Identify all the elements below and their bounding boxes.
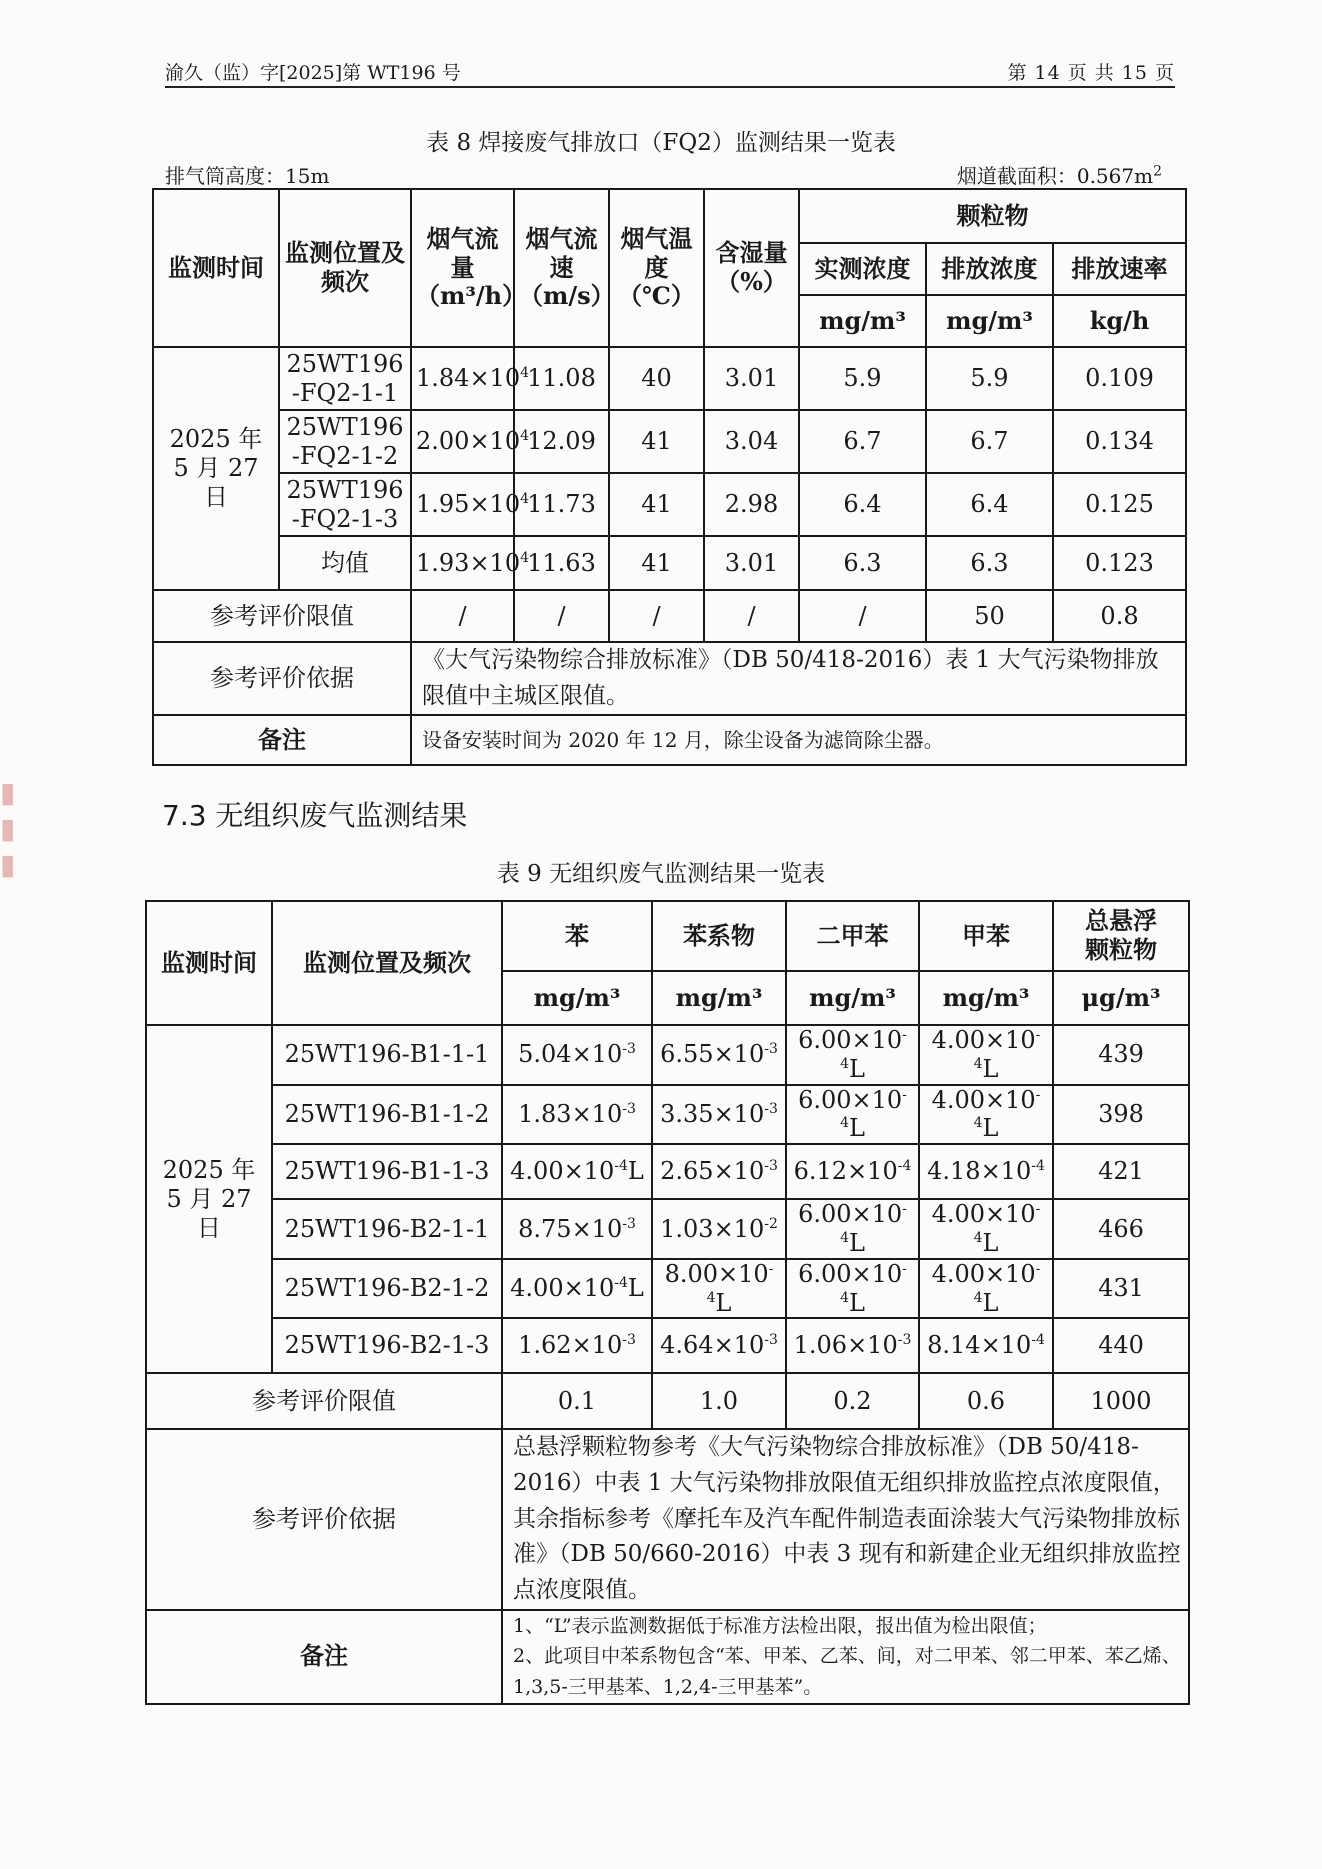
t8-rate: 0.109: [1053, 347, 1186, 410]
t9-series-base: 1.03×10: [660, 1214, 765, 1243]
section-title: 7.3 无组织废气监测结果: [162, 799, 468, 832]
t9-toluene: [919, 1199, 1053, 1259]
t9-xylene-exp: -4: [840, 1260, 907, 1306]
t8-flow-label: 烟气流量: [426, 223, 499, 282]
duct-area-text: 烟道截面积：0.567m: [956, 164, 1154, 188]
t9-benzene-base: 5.04×10: [518, 1040, 623, 1069]
t8-temp-unit: （℃）: [618, 281, 695, 311]
t9-limit-series: 1.0: [652, 1373, 786, 1429]
t9-header-xylene: 二甲苯: [786, 901, 919, 971]
t9-benzene-flag: L: [627, 1157, 644, 1186]
t9-basis-text: 总悬浮颗粒物参考《大气污染物综合排放标准》（DB 50/418-2016）中表 1 大气污染物排放限值无组织排放监控点浓度限值，其余指标参考《摩托车及汽车配件制造表面涂装大气污染物排放标准》（DB 50/660-2016）中表 3 现有和新建企业无组织排放监控点浓度限值。: [502, 1429, 1189, 1609]
t8-limit-moisture: /: [704, 590, 799, 642]
t9-limit-benzene: 0.1: [502, 1373, 652, 1429]
t9-toluene-base: 4.00×10: [931, 1200, 1036, 1229]
t8-conc: 6.3: [926, 536, 1053, 590]
t9-toluene-exp: -4: [1031, 1158, 1045, 1175]
t8-flow-exp: 4: [520, 491, 530, 508]
t8-flow: [411, 410, 530, 473]
t9-benzene-base: 1.83×10: [518, 1099, 623, 1128]
t8-header-emission-rate: 排放速率: [1053, 243, 1186, 295]
t9-tsp: 421: [1053, 1144, 1189, 1199]
table-row: [153, 473, 1186, 536]
t9-benzene-exp: -4: [614, 1158, 628, 1175]
t9-xylene-exp: -3: [897, 1332, 912, 1349]
t8-conc: 6.7: [926, 410, 1053, 473]
t8-flow-base: 2.00×10: [416, 427, 521, 456]
duct-area: [957, 160, 1162, 189]
t8-flow-unit: （m³/h）: [416, 281, 527, 311]
t9-tsp: 440: [1053, 1318, 1189, 1373]
table9: [145, 900, 1190, 1705]
table-row: [146, 1259, 1189, 1319]
t8-flow-exp: 4: [520, 428, 530, 445]
t9-benzene: [502, 1085, 652, 1145]
t8-temp: 40: [609, 347, 704, 410]
t8-conc: 5.9: [926, 347, 1053, 410]
t9-xylene-flag: L: [848, 1114, 865, 1143]
t9-unit-series: mg/m³: [652, 971, 786, 1025]
t9-xylene-exp: -4: [897, 1158, 912, 1175]
t8-temp: 41: [609, 410, 704, 473]
t9-remark-line2: 2、此项目中苯系物包含“苯、甲苯、乙苯、间，对二甲苯、邻二甲苯、苯乙烯、1,3,5-三甲基苯、1,2,4-三甲基苯”。: [513, 1645, 1181, 1698]
t9-series-exp: -3: [764, 1041, 778, 1058]
t8-moisture: 3.04: [704, 410, 799, 473]
t9-toluene-base: 8.14×10: [927, 1331, 1032, 1360]
stamp-mark: ▮ ▮ ▮: [0, 776, 16, 881]
t9-benzene-exp: -3: [622, 1041, 636, 1058]
t8-limit-measured: /: [799, 590, 926, 642]
stack-height: 排气筒高度：15m: [165, 164, 330, 188]
table-row: [146, 1199, 1189, 1259]
t9-xylene-flag: L: [848, 1054, 865, 1083]
t9-unit-toluene: mg/m³: [919, 971, 1053, 1025]
t9-remark-text: [502, 1610, 1189, 1704]
table-row: [146, 1085, 1189, 1145]
t8-flow: [411, 473, 530, 536]
t9-unit-tsp: μg/m³: [1053, 971, 1189, 1025]
duct-area-sup: 2: [1153, 163, 1162, 180]
t8-remark-label: 备注: [153, 715, 411, 765]
t8-limit-flow: /: [411, 590, 514, 642]
t8-header-moisture: [704, 189, 799, 347]
t9-xylene-base: 6.12×10: [793, 1157, 898, 1186]
t9-toluene-base: 4.18×10: [927, 1157, 1032, 1186]
t9-remark-row: [146, 1610, 1189, 1704]
t8-velocity: 11.08: [514, 347, 609, 410]
t8-velocity: 11.63: [514, 536, 609, 590]
t9-benzene-exp: -3: [622, 1215, 636, 1232]
table8: [152, 188, 1187, 766]
t9-xylene: [786, 1318, 919, 1373]
t8-remark-text: 设备安装时间为 2020 年 12 月，除尘设备为滤筒除尘器。: [411, 715, 1186, 765]
t8-flow-base: 1.95×10: [416, 490, 521, 519]
t9-loc: 25WT196-B1-1-2: [272, 1085, 502, 1145]
t8-header-velocity: [514, 189, 615, 347]
t9-toluene-exp: -4: [973, 1027, 1041, 1072]
table-row: [153, 536, 1186, 590]
t8-conc: 6.4: [926, 473, 1053, 536]
t9-xylene-base: 6.00×10: [798, 1200, 903, 1229]
t8-limit-conc: 50: [926, 590, 1053, 642]
t8-header-time: 监测时间: [153, 189, 279, 347]
t9-date: 2025 年 5 月 27 日: [146, 1025, 272, 1373]
t8-header-pm: 颗粒物: [799, 189, 1186, 243]
t9-series: [652, 1199, 786, 1259]
t9-limit-tsp: 1000: [1053, 1373, 1189, 1429]
t9-benzene: [502, 1025, 652, 1085]
t9-loc: 25WT196-B1-1-1: [272, 1025, 502, 1085]
t9-xylene-flag: L: [848, 1228, 865, 1257]
t8-velocity: 12.09: [514, 410, 609, 473]
t9-toluene-exp: -4: [973, 1201, 1041, 1246]
t8-temp: 41: [609, 536, 704, 590]
t9-limit-label: 参考评价限值: [146, 1373, 502, 1429]
t9-series-exp: -3: [764, 1158, 778, 1175]
t9-series: [652, 1144, 786, 1199]
table9-caption: 表 9 无组织废气监测结果一览表: [496, 861, 826, 887]
t9-limit-row: [146, 1373, 1189, 1429]
t9-toluene-exp: -4: [1031, 1332, 1045, 1349]
t9-toluene: [919, 1025, 1053, 1085]
t8-loc: 均值: [279, 536, 411, 590]
t9-benzene-base: 8.75×10: [518, 1214, 623, 1243]
t8-moisture: 3.01: [704, 347, 799, 410]
t9-toluene-exp: -4: [973, 1260, 1041, 1306]
t8-flow: [411, 347, 530, 410]
t9-xylene-base: 6.00×10: [798, 1259, 903, 1288]
t9-loc: 25WT196-B1-1-3: [272, 1144, 502, 1199]
t9-toluene: [919, 1259, 1053, 1319]
t8-header-temp: [609, 189, 704, 347]
t8-header-measured: 实测浓度: [799, 243, 926, 295]
t9-toluene: [919, 1085, 1053, 1145]
t9-toluene-base: 4.00×10: [931, 1026, 1036, 1054]
t9-header-toluene: 甲苯: [919, 901, 1053, 971]
t8-moisture: 3.01: [704, 536, 799, 590]
t9-series-base: 4.64×10: [660, 1331, 765, 1360]
t8-measured: 6.4: [799, 473, 926, 536]
t9-limit-xylene: 0.2: [786, 1373, 919, 1429]
t9-remark-label: 备注: [146, 1610, 502, 1704]
t9-xylene-base: 6.00×10: [798, 1085, 903, 1114]
t9-series-exp: -3: [764, 1332, 778, 1349]
t9-basis-label: 参考评价依据: [146, 1429, 502, 1609]
t9-series-base: 8.00×10: [664, 1259, 769, 1288]
t8-unit-measured: mg/m³: [799, 295, 926, 347]
page-number: 第 14 页 共 15 页: [1007, 62, 1175, 84]
t8-flow-base: 1.93×10: [416, 548, 521, 577]
t9-unit-benzene: mg/m³: [502, 971, 652, 1025]
t8-rate: 0.123: [1053, 536, 1186, 590]
t9-toluene: [919, 1318, 1053, 1373]
t9-series: [652, 1085, 786, 1145]
t9-series-base: 3.35×10: [660, 1099, 765, 1128]
t9-series-exp: -2: [764, 1215, 778, 1232]
t9-xylene: [786, 1259, 919, 1319]
t9-header-benzene: 苯: [502, 901, 652, 971]
t8-basis-row: [153, 642, 1186, 715]
t9-loc: 25WT196-B2-1-3: [272, 1318, 502, 1373]
t9-xylene: [786, 1199, 919, 1259]
page-header: [165, 56, 1175, 88]
t8-basis-label: 参考评价依据: [153, 642, 411, 715]
t9-xylene: [786, 1025, 919, 1085]
t9-benzene-flag: L: [627, 1274, 644, 1303]
t8-limit-velocity: /: [514, 590, 609, 642]
table-row: [146, 1025, 1189, 1085]
t9-series: [652, 1259, 786, 1319]
t8-limit-label: 参考评价限值: [153, 590, 411, 642]
table-row: [146, 1318, 1189, 1373]
t9-remark-line1: 1、“L”表示监测数据低于标准方法检出限，报出值为检出限值；: [513, 1614, 1047, 1637]
t9-series-exp: -4: [706, 1260, 774, 1306]
t9-loc: 25WT196-B2-1-1: [272, 1199, 502, 1259]
t8-velocity: 11.73: [514, 473, 609, 536]
t8-flow-exp: 4: [520, 549, 530, 566]
t9-tsp: 431: [1053, 1259, 1189, 1319]
t8-loc: 25WT196 -FQ2-1-2: [279, 410, 411, 473]
t8-moisture-label: 含湿量: [715, 238, 788, 268]
document-number: 渝久（监）字[2025]第 WT196 号: [165, 62, 461, 84]
t9-tsp: 466: [1053, 1199, 1189, 1259]
table8-caption: 表 8 焊接废气排放口（FQ2）监测结果一览表: [426, 130, 896, 156]
t9-tsp: 439: [1053, 1025, 1189, 1085]
t9-benzene-base: 1.62×10: [518, 1331, 623, 1360]
t9-xylene-base: 1.06×10: [793, 1331, 898, 1360]
t9-benzene-base: 4.00×10: [510, 1157, 615, 1186]
t9-header-tsp: 总悬浮 颗粒物: [1053, 901, 1189, 971]
t8-velocity-label: 烟气流速: [525, 223, 598, 282]
t9-header-benzene-series: 苯系物: [652, 901, 786, 971]
t9-benzene: [502, 1199, 652, 1259]
t9-toluene-flag: L: [982, 1228, 999, 1257]
t8-limit-rate: 0.8: [1053, 590, 1186, 642]
t8-unit-emission-conc: mg/m³: [926, 295, 1053, 347]
table-row: [146, 1144, 1189, 1199]
t8-header-emission-conc: 排放浓度: [926, 243, 1053, 295]
t9-toluene-flag: L: [982, 1114, 999, 1143]
t9-benzene-base: 4.00×10: [510, 1274, 615, 1303]
t8-temp-label: 烟气温度: [620, 223, 693, 282]
t9-xylene-exp: -4: [840, 1086, 907, 1132]
t9-xylene-exp: -4: [840, 1201, 907, 1246]
t8-loc: 25WT196 -FQ2-1-1: [279, 347, 411, 410]
t9-benzene-exp: -3: [622, 1100, 636, 1117]
t8-limit-temp: /: [609, 590, 704, 642]
t9-benzene: [502, 1318, 652, 1373]
t8-rate: 0.125: [1053, 473, 1186, 536]
t9-toluene-flag: L: [982, 1054, 999, 1083]
t8-header-flow: [411, 189, 527, 347]
t9-series-flag: L: [715, 1288, 732, 1317]
t8-velocity-unit: （m/s）: [519, 281, 615, 311]
t8-flow-base: 1.84×10: [416, 364, 521, 393]
t9-basis-row: [146, 1429, 1189, 1609]
t9-benzene-exp: -3: [622, 1332, 636, 1349]
t9-series-base: 6.55×10: [660, 1040, 765, 1069]
t9-toluene-base: 4.00×10: [931, 1085, 1036, 1114]
t8-remark-row: [153, 715, 1186, 765]
table-row: [153, 347, 1186, 410]
t9-xylene: [786, 1144, 919, 1199]
t8-measured: 6.7: [799, 410, 926, 473]
t8-temp: 41: [609, 473, 704, 536]
t8-moisture-unit: （%）: [716, 267, 787, 296]
t8-limit-row: [153, 590, 1186, 642]
t9-limit-toluene: 0.6: [919, 1373, 1053, 1429]
t9-series-base: 2.65×10: [660, 1157, 765, 1186]
t9-xylene-flag: L: [848, 1288, 865, 1317]
t8-measured: 5.9: [799, 347, 926, 410]
t8-moisture: 2.98: [704, 473, 799, 536]
t9-tsp: 398: [1053, 1085, 1189, 1145]
t8-rate: 0.134: [1053, 410, 1186, 473]
t8-measured: 6.3: [799, 536, 926, 590]
t9-benzene-exp: -4: [614, 1275, 628, 1292]
t8-date: 2025 年 5 月 27 日: [153, 347, 279, 590]
t9-benzene: [502, 1144, 652, 1199]
t9-toluene-base: 4.00×10: [931, 1259, 1036, 1288]
t8-loc: 25WT196 -FQ2-1-3: [279, 473, 411, 536]
t9-xylene: [786, 1085, 919, 1145]
t9-toluene-exp: -4: [973, 1086, 1041, 1132]
t8-flow: [411, 536, 530, 590]
t9-toluene-flag: L: [982, 1288, 999, 1317]
t9-xylene-base: 6.00×10: [798, 1026, 903, 1054]
t9-benzene: [502, 1259, 652, 1319]
t8-basis-text: 《大气污染物综合排放标准》（DB 50/418-2016）表 1 大气污染物排放限值中主城区限值。: [411, 642, 1186, 715]
t9-loc: 25WT196-B2-1-2: [272, 1259, 502, 1319]
t9-series: [652, 1025, 786, 1085]
t8-header-location: 监测位置及频次: [279, 189, 411, 347]
t8-unit-rate: kg/h: [1053, 295, 1186, 347]
table-row: [153, 410, 1186, 473]
t8-flow-exp: 4: [520, 365, 530, 382]
t9-unit-xylene: mg/m³: [786, 971, 919, 1025]
t9-toluene: [919, 1144, 1053, 1199]
t9-header-location: 监测位置及频次: [272, 901, 502, 1025]
t9-series-exp: -3: [764, 1100, 778, 1117]
t9-xylene-exp: -4: [840, 1027, 907, 1072]
t9-series: [652, 1318, 786, 1373]
t9-header-time: 监测时间: [146, 901, 272, 1025]
